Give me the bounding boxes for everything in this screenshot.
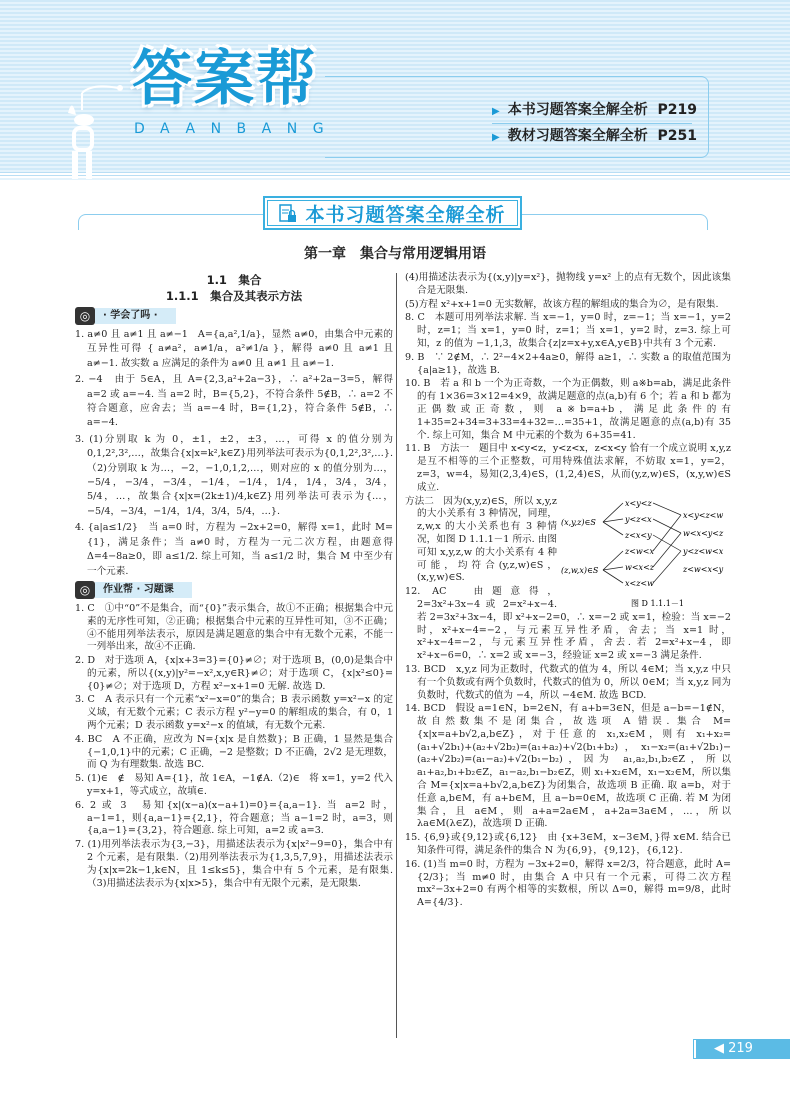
diagram-result-node: w<x<y<z — [683, 528, 724, 538]
homework-list — [75, 603, 393, 891]
toc-link-textbook-answers[interactable] — [492, 128, 697, 146]
answer-item: 2. −4 由于 5∈A，且 A={2,3,a²+2a−3}，∴ a²+2a−3=5，解得 a=2 或 a=−4. 当 a=2 时，B={5,2}，不符合条件 5∉B，∴ a=2 不符合题意，应舍去；当 a=−4 时，B={1,2}，符合条件 5∉B，∴ a=−4. — [75, 374, 393, 429]
diagram-mid-node: z<w<x — [625, 546, 654, 556]
diagram-arrow — [653, 515, 681, 551]
diagram-arrow — [653, 519, 681, 533]
answer-item: 2. D 对于选项 A，{x|x+3=3}={0}≠∅；对于选项 B，(0,0)是集合中的元素，所以{(x,y)|y²=−x²,x,y∈R}≠∅；对于选项 C，{x|x²≤0}={0}≠∅；对于选项 D，方程 x²−x+1=0 无解. 故选 D. — [75, 655, 393, 692]
mascot-figure-icon — [62, 85, 132, 180]
toc-label: 本书习题答案全解全析 — [507, 102, 648, 118]
diagram-mid-node: x<z<w — [625, 578, 654, 588]
learn-label: · 学会了吗 · — [95, 308, 176, 324]
learn-badge — [75, 307, 393, 324]
right-column — [405, 272, 731, 911]
target-icon: ◎ — [75, 581, 95, 599]
learn-list — [75, 328, 393, 579]
toc-label: 教材习题答案全解全析 — [507, 128, 648, 144]
diagram-result-node: y<z<w<x — [683, 546, 724, 556]
answer-item: 11. B 方法一 题目中 x<y<z，y<z<x，z<x<y 恰有一个成立说明 x,y,z 是互不相等的三个正整数，可用特殊值法求解，不妨取 x=1，y=2，z=3，w=4，易知(2,3,4)∈S，(1,2,4)∈S，从而(y,z,w)∈S，(x,y,w)∈S 成立. — [405, 443, 731, 493]
toc-divider — [492, 123, 692, 124]
diagram-arrow — [653, 535, 681, 551]
section-title: 本书习题答案全解全析 — [305, 203, 506, 226]
page-number-text: 219 — [728, 1041, 753, 1056]
diagram-mid-node: z<x<y — [625, 530, 652, 540]
diagram-mid-node: x<y<z — [625, 498, 652, 508]
left-column — [75, 272, 393, 891]
answer-item: 3. C A 表示只有一个元素“x²−x=0”的集合；B 表示函数 y=x²−x 的定义域，有无数个元素；C 表示方程 y²−y=0 的解组成的集合，有 0，1 两个元素；D 表示函数 y=x²−x 的值域，有无数个元素. — [75, 694, 393, 732]
answer-item: 3. (1)分别取 k 为 0，±1，±2，±3，…，可得 x 的值分别为 0,1,2²,3²,…，故集合{x|x=k²,k∈Z}用列举法可表示为{0,1,2²,3²,…}.（2)分别取 k 为…，−2，−1,0,1,2,…，则对应的 x 的值分别为…，−5/4，−3/4，−3/4，−1/4，−1/4，1/4，1/4，3/4，3/4，5/4，…，故集合{x|x=(2k±1)/4,k∈Z}用列举法可表示为{…，−5/4，−3/4，−1/4，1/4，3/4，5/4，…}. — [75, 433, 393, 517]
answer-item: 16. (1)当 m=0 时，方程为 −3x+2=0，解得 x=2/3，符合题意，此时 A={2/3}；当 m≠0 时，由集合 A 中只有一个元素，可得二次方程 mx²−3x+2=0 有两个相等的实数根，所以 Δ=0，解得 m=9/8，此时 A={4/3}. — [405, 858, 731, 909]
diagram-arrow — [653, 533, 681, 567]
answer-item: 6. 2 或 3 易知{x|(x−a)(x−a+1)=0}={a,a−1}. 当 a=2 时，a−1=1，则{a,a−1}={2,1}，符合题意；当 a−1=2 时，a=3，则{a,a−1}={3,2}，符合题意. 综上可知，a=2 或 a=3. — [75, 799, 393, 837]
figure-caption: 图 D 1.1.1－1 — [631, 598, 684, 608]
diagram-source-node: (z,w,x)∈S — [561, 565, 599, 575]
chapter-heading: 第一章 集合与常用逻辑用语 — [304, 246, 486, 262]
notebook-lock-icon — [279, 203, 297, 223]
answer-item: 8. C 本题可用列举法求解. 当 x=−1，y=0 时，z=−1；当 x=−1，y=2 时，z=1；当 x=1，y=0 时，z=1；当 x=1，y=2 时，z=3. 综上可知，z 的值为 −1,1,3，故集合{z|z=x+y,x∈A,y∈B}中共有 3 个元素. — [405, 312, 731, 349]
diagram-arrow — [603, 570, 623, 583]
diagram-arrow — [603, 522, 623, 535]
answer-item: 9. B ∵ 2∉M，∴ 2²−4×2+4a≥0，解得 a≥1，∴ 实数 a 的取值范围为{a|a≥1}，故选 B. — [405, 351, 731, 376]
diagram-arrow — [653, 503, 681, 515]
diagram-arrow — [653, 551, 681, 583]
answer-item: 4. BC A 不正确，应改为 N={x|x 是自然数}；B 正确，1 显然是集合{−1,0,1}中的元素；C 正确，−2 是整数；D 不正确，2√2 是无理数，而 Q 为有理数集. 故选 BC. — [75, 733, 393, 771]
column-divider — [396, 273, 397, 1038]
answer-item — [405, 495, 731, 608]
answer-item: 5. (1)∈ ∉ 易知 A={1}，故 1∈A，−1∉A.（2)∈ 将 x=1，y=2 代入 y=x+1，等式成立，故填∈. — [75, 773, 393, 798]
section-title-box — [263, 196, 522, 230]
answer-item: 12. AC 由题意得，2=3x²+3x−4 或 2=x²+x−4. 若 2=3x²+3x−4，即 x²+x−2=0，∴ x=−2 或 x=1，检验：当 x=−2 时，x²+x−4=−2，与元素互异性矛盾，舍去；当 x=1 时，x²+x−4=−2，与元素互异性矛盾，舍去. 若 2=x²+x−4，即 x²+x−6=0，∴ x=2 或 x=−3，经验证 x=2 或 x=−3 满足条件. — [405, 586, 731, 662]
answer-item: (4)用描述法表示为{(x,y)|y=x²}，抛物线 y=x² 上的点有无数个，因此该集合是无限集. — [405, 272, 731, 296]
answer-item: 4. {a|a≤1/2} 当 a=0 时，方程为 −2x+2=0，解得 x=1，此时 M={1}，满足条件；当 a≠0 时，方程为一元二次方程，由题意得 Δ=4−8a≥0，即 a≤1/2. 综上可知，当 a≤1/2 时，集合 M 中至少有一个元素. — [75, 522, 393, 577]
diagram-mid-node: w<x<z — [625, 562, 654, 572]
toc-link-book-answers[interactable] — [492, 102, 697, 120]
target-icon: ◎ — [75, 307, 95, 325]
diagram-result-node: x<y<z<w — [683, 510, 724, 520]
diagram-mid-node: y<z<x — [625, 514, 652, 524]
answer-item: 15. {6,9}或{9,12}或{6,12} 由 {x+3∈M，x−3∈M，}得 x∈M. 结合已知条件可得，满足条件的集合 N 为{6,9}，{9,12}，{6,12}. — [405, 832, 731, 857]
answer-item: 14. BCD 假设 a=1∈N，b=2∈N，有 a+b=3∈N，但是 a−b=−1∉N，故自然数集不是闭集合，故选项 A 错误. 集合 M={x|x=a+b√2,a,b∈Z}，对于任意的 x₁,x₂∈M，则有 x₁+x₂=(a₁+√2b₁)+(a₂+√2b₂)=(a₁+a₂)+√2(b₁+b₂)，x₁−x₂=(a₁+√2b₁)−(a₂+√2b₂)=(a₁−a₂)+√2(b₁−b₂)，因为 a₁,a₂,b₁,b₂∈Z，所以 a₁+a₂,b₁+b₂∈Z，a₁−a₂,b₁−b₂∈Z，则 x₁+x₂∈M，x₁−x₂∈M，所以集合 M={x|x=a+b√2,a,b∈Z}为闭集合，故选项 B 正确. 取 a=b，对于任意 a,b∈M，有 a+b∈M，且 a−b=0∈M，故选项 C 正确. 若 M 为闭集合，且 a∈M，则 a+a=2a∈M，a+2a=3a∈M，…，所以 λa∈M(λ∈Z)，故选项 D 正确. — [405, 703, 731, 830]
answer-text: 方法二 因为(x,y,z)∈S，所以 x,y,z 的大小关系有 3 种情况，同理，z,w,x 的大小关系也有 3 种情况，如图 D 1.1.1－1 所示. 由图可知 x,y,z,w 的大小关系有 4 种可能，均符合(y,z,w)∈S，(x,y,w)∈S. — [405, 495, 557, 584]
play-arrow-icon: ▶ — [492, 106, 500, 117]
answer-item: 10. B 若 a 和 b 一个为正奇数，一个为正偶数，则 a※b=ab，满足此条件的有 1×36=3×12=4×9，故满足题意的点(a,b)有 6 个；若 a 和 b 都为正偶数或正奇数，则 a※b=a+b，满足此条件的有 1+35=2+34=3+33=4+32=…=35+1，故满足题意的点(a,b)有 35 个. 综上可知，集合 M 中元素的个数为 6+35=41. — [405, 378, 731, 441]
subsection-heading: 1.1.1 集合及其表示方法 — [165, 289, 303, 303]
answer-item: 1. C ①中“0”不是集合，而“{0}”表示集合，故①不正确；根据集合中元素的无序性可知，②正确；根据集合中元素的互异性可知，③不正确；④不能用列举法表示，原因是满足题意的集合中有无数个元素，不能一一列举出来，故④不正确. — [75, 602, 393, 653]
play-arrow-icon: ▶ — [492, 132, 500, 143]
relation-diagram — [561, 498, 731, 610]
homework-badge — [75, 582, 393, 599]
answer-item: 1. a≠0 且 a≠1 且 a≠−1 A={a,a²,1/a}，显然 a≠0，由集合中元素的互异性可得 { a≠a²，a≠1/a，a²≠1/a }，解得 a≠0 且 a≠1 且 a≠−1. 故实数 a 应满足的条件为 a≠0 且 a≠1 且 a≠−1. — [75, 329, 393, 369]
logo: 答案帮 — [132, 44, 318, 114]
answer-item: 7. (1)用列举法表示为{3,−3}，用描述法表示为{x|x²−9=0}，集合中有 2 个元素，是有限集.（2)用列举法表示为{1,3,5,7,9}，用描述法表示为{x|x=2k−1,k∈N，且 1≤k≤5}，集合中有 5 个元素，是有限集.（3)用描述法表示为{x|x>5}，集合中有无限个元素，是无限集. — [75, 839, 393, 889]
toc-page: P251 — [657, 128, 697, 144]
diagram-result-node: z<w<x<y — [683, 564, 724, 574]
page-number: ◀ 219 — [694, 1040, 790, 1058]
answer-item: 13. BCD x,y,z 同为正数时，代数式的值为 4，所以 4∈M；当 x,y,z 中只有一个负数或有两个负数时，代数式的值为 0，所以 0∈M；当 x,y,z 同为负数时，代数式的值为 −4，所以 −4∈M. 故选 BCD. — [405, 663, 731, 701]
diagram-source-node: (x,y,z)∈S — [561, 517, 596, 527]
logo-subtitle: DAANBANG — [134, 121, 340, 137]
answer-item: (5)方程 x²+x+1=0 无实数解，故该方程的解组成的集合为∅，是有限集. — [405, 298, 719, 310]
homework-label: 作业帮 · 习题课 — [95, 582, 192, 598]
section-heading: 1.1 集合 — [206, 273, 262, 287]
toc-page: P219 — [657, 102, 697, 118]
